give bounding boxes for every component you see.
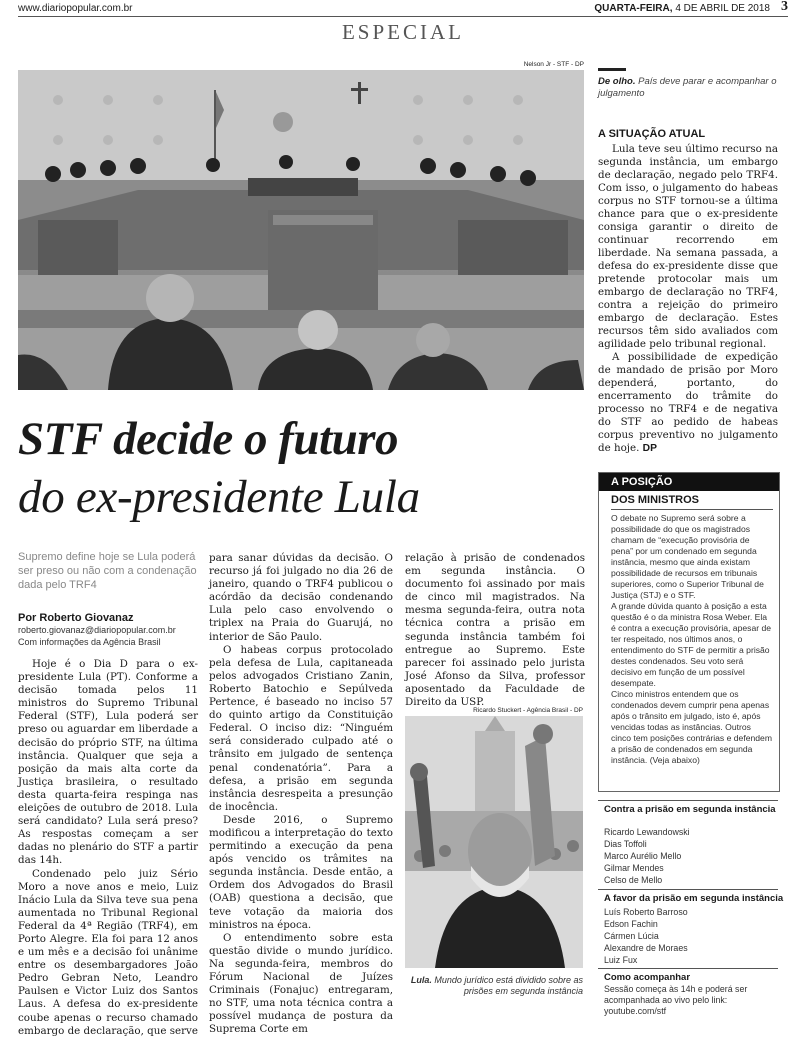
minister-name: Cármen Lúcia [604,931,659,941]
minister-name: Celso de Mello [604,875,663,885]
body-paragraph: Desde 2016, o Supremo modificou a interpretação do texto permitindo a execução da pena após vencido os trâmites na segunda instância. Desde então, a Ordem dos Advogados do Brasil (OAB) questiona a decisão, que teve votação da maioria dos ministros na época. [209,813,393,931]
section-title: ESPECIAL [341,20,464,44]
position-paragraph: A grande dúvida quanto à posição a esta questão é o da ministra Rosa Weber. Ela é contra a execução provisória, apesar de ter respeitado, nos últimos anos, o entendimento do STF de permitir a prisão destes condenados. Seu voto será decisivo em função de um possível desempate. [611,601,772,688]
deck-subtitle: Supremo define hoje se Lula poderá ser preso ou não com a condenação dada pelo TRF4 [18,551,197,591]
position-divider [611,509,773,510]
minister-name: Marco Aurélio Mello [604,851,682,861]
photo2-caption: Lula. Mundo jurídico está dividido sobre as prisões em segunda instância [410,975,583,996]
favor-title: A favor da prisão em segunda instância [604,893,784,904]
photo2-credit: Ricardo Stuckert - Agência Brasil - DP [473,707,583,714]
body-column-3 [405,552,585,709]
end-mark: DP [642,443,657,454]
body-paragraph: Hoje é o Dia D para o ex-presidente Lula (PT). Conforme a decisão tomada pelos 11 ministros do Supremo Tribunal Federal (STF), Lula poderá ser preso ou aguardar em liberdade a decisão do próprio STF, na última instância. Qualquer que seja a posição da mais alta corte da Justiça brasileira, o resultado desta quarta-feira respinga nas eleições de outubro de 2018. Lula será candidato? Lula será preso? As respostas começam a ser dadas no plenário do STF a partir das 14h. [18,658,198,867]
body-paragraph: relação à prisão de condenados em segunda instância. O documento foi assinado por mais de cinco mil magistrados. Na mesma segunda-feira, outra nota técnica contra a prisão em segunda instância também foi entregue ao Supremo. Este parecer foi assinado pelo jurista José Afonso da Silva, professor aposentado da Faculdade de Direito da USP. [405,552,585,709]
against-title: Contra a prisão em segunda instância [604,804,776,815]
against-list [604,826,690,886]
position-paragraph: O debate no Supremo será sobre a possibilidade do que os magistrados chamam de “execução provisória de pena” por um condenado em segunda instância, mesmo que ainda existam possibilidade de recursos em tribunais superiores, como o Superior Tribunal de Justiça (STJ) e o STF. [611,513,764,600]
situation-paragraph: A possibilidade de expedição de mandado de prisão por Moro dependerá, portanto, do encerramento do trâmite do processo no TRF4 e de negativa do STF ao pedido de habeas corpus preventivo no julgamento de hoje. DP [598,351,778,454]
page-number: 3 [781,0,788,14]
favor-list [604,906,688,966]
caption-rule [598,68,626,71]
body-column-1 [18,658,198,1038]
lula-illustration [405,716,583,968]
against-divider [598,800,778,801]
site-url: www.diariopopular.com.br [18,3,133,14]
follow-divider [598,968,778,969]
minister-name: Luís Roberto Barroso [604,907,688,917]
situation-paragraph: Lula teve seu último recurso na segunda instância, um embargo de declaração, negado pelo TRF4. Com isso, o julgamento do habeas corpus no STF tornou-se a última chance para que o ex-presidente consiga garantir o direito de continuar recorrendo em liberdade. Na semana passada, a defesa do ex-presidente disse que pretende protocolar mais um embargo de declaração no TRF4, contra a rejeição do primeiro embargo de declaração. Estes recursos têm sido avaliados com agilidade pelo tribunal regional. [598,143,778,350]
minister-name: Alexandre de Moraes [604,943,688,953]
edition-date: QUARTA-FEIRA, 4 DE ABRIL DE 2018 [594,3,770,14]
position-box [598,472,780,792]
minister-name: Luiz Fux [604,955,638,965]
byline-meta [18,625,198,648]
position-bar-title: A POSIÇÃO [599,473,779,491]
position-subtitle: DOS MINISTROS [611,494,700,506]
lula-photo [405,716,583,968]
byline-source: Com informações da Agência Brasil [18,636,161,647]
court-plenary-illustration [18,70,584,390]
court-plenary-photo [18,70,584,390]
minister-name: Edson Fachin [604,919,658,929]
situation-text [598,143,778,455]
favor-divider [598,889,778,890]
body-paragraph: O entendimento sobre esta questão divide o mundo jurídico. Na segunda-feira, membros do Fórum Nacional de Juízes Criminais (Fonajuc) entregaram, no STF, uma nota técnica contra a possível mudança de postura da Suprema Corte em [209,931,393,1036]
minister-name: Dias Toffoli [604,839,647,849]
body-paragraph: Condenado pelo juiz Sério Moro a nove anos e meio, Luiz Inácio Lula da Silva teve sua pena aumentada no Tribunal Regional Federal da 4ª Região (TRF4), em Porto Alegre. Ela foi para 12 anos e um mês e a decisão foi unânime entre os desembargadores João Pedro Gebran Neto, Leandro Paulsen e Victor Luiz dos Santos Laus. A defesa do ex-presidente coube apenas o recurso chamado embargo de declaração, que serve [18,867,198,1037]
headline-line-2: do ex-presidente Lula [18,471,420,523]
photo-credit: Nelson Jr - STF - DP [523,61,584,68]
body-paragraph: O habeas corpus protocolado pela defesa de Lula, capitaneada pelos advogados Cristiano Zanin, Roberto Batochio e Sepúlveda Pertence, é baseado no inciso 57 do quinto artigo da Constituição Federal. O inciso diz: “Ninguém será considerado culpado até o trânsito em julgado de sentença penal condenatória”. Para a defesa, a prisão em segunda instância desrespeita a presunção de inocência. [209,643,393,813]
body-column-2 [209,552,393,1036]
minister-name: Gilmar Mendes [604,863,664,873]
byline-author: Por Roberto Giovanaz [18,612,134,624]
situation-title: A SITUAÇÃO ATUAL [598,128,706,140]
top-bar [18,0,788,17]
headline-line-1: STF decide o futuro [18,413,399,465]
follow-text: Sessão começa às 14h e poderá ser acompanhada ao vivo pelo link: youtube.com/stf [604,984,748,1016]
position-paragraph: Cinco ministros entendem que os condenados devem cumprir pena apenas após o trânsito em julgado, isto é, após vencidas todas as instâncias. Outros cinco tem posições contrárias e defendem a prisão de condenados em segunda instância. (Veja abaixo) [611,689,772,765]
minister-name: Ricardo Lewandowski [604,827,690,837]
follow-title: Como acompanhar [604,972,691,983]
author-email[interactable]: roberto.giovanaz@diariopopular.com.br [18,625,176,635]
sidebar-photo-caption: De olho. País deve parar e acompanhar o julgamento [598,76,777,99]
position-text [611,513,773,766]
body-paragraph: para sanar dúvidas da decisão. O recurso já foi julgado no dia 26 de janeiro, quando o TRF4 publicou o acórdão da decisão condenando Lula pelo caso envolvendo o triplex na Praia do Guarujá, no interior de São Paulo. [209,552,393,643]
